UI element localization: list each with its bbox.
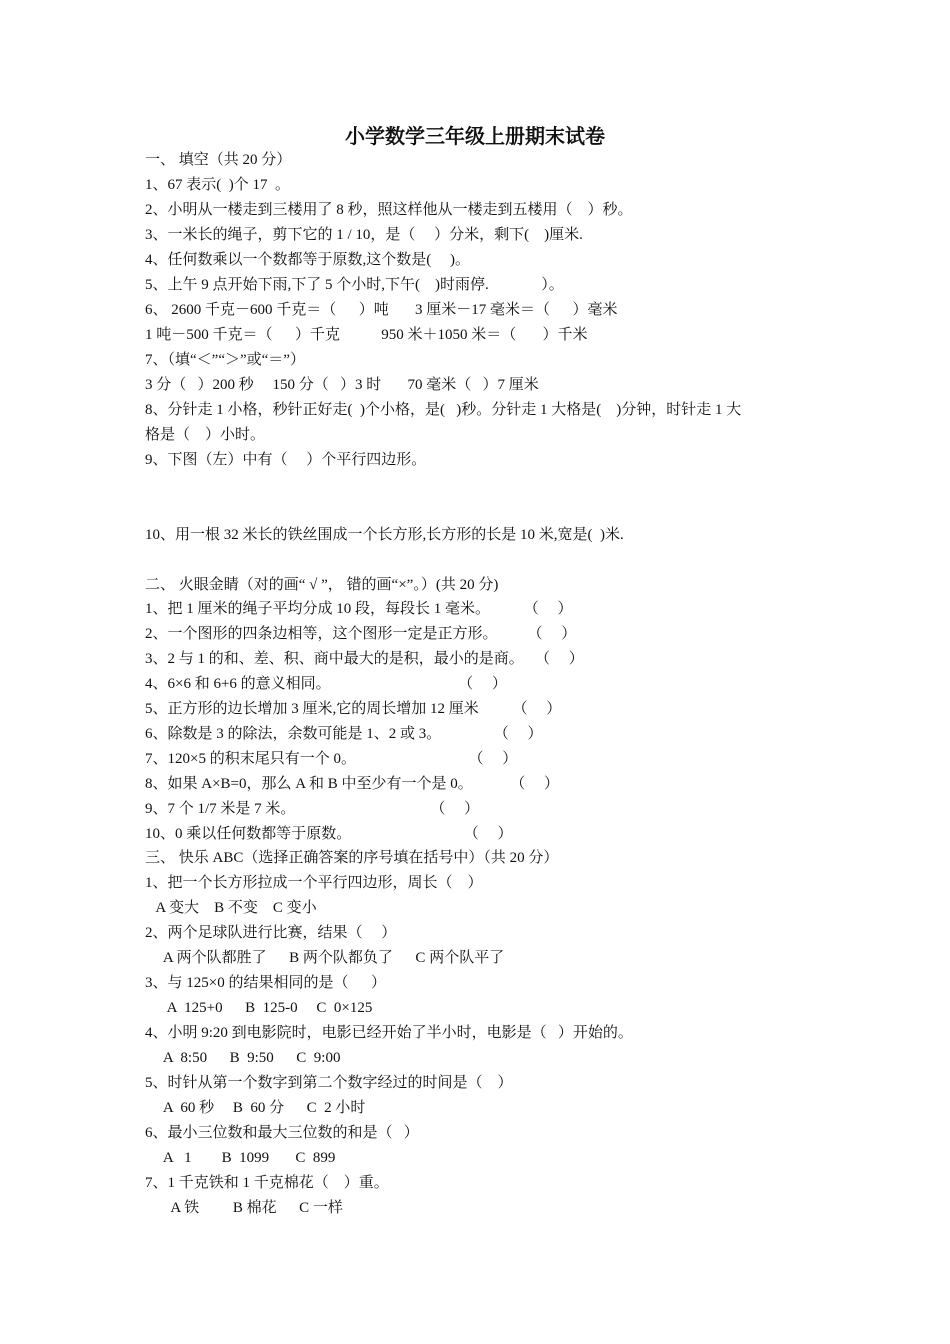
question-line: 3、与 125×0 的结果相同的是（ ） — [145, 975, 386, 991]
choice-line: A 125+0 B 125-0 C 0×125 — [145, 1000, 373, 1016]
page-title: 小学数学三年级上册期末试卷 — [345, 126, 605, 148]
question-line: 1、把 1 厘米的绳子平均分成 10 段，每段长 1 毫米。 （ ） — [145, 601, 573, 617]
section-2-heading: 二、 火眼金睛（对的画“ √ ”， 错的画“×”。）(共 20 分) — [145, 577, 499, 593]
question-line: 9、7 个 1/7 米是 7 米。 （ ） — [145, 801, 480, 817]
section-1-heading: 一、 填空（共 20 分） — [145, 152, 292, 168]
question-line: 3 分（ ）200 秒 150 分（ ）3 时 70 毫米（ ）7 厘米 — [145, 377, 539, 393]
question-line: 7、120×5 的积末尾只有一个 0。 （ ） — [145, 751, 518, 767]
question-line: 10、0 乘以任何数都等于原数。 （ ） — [145, 826, 513, 842]
question-line: 2、两个足球队进行比赛，结果（ ） — [145, 925, 397, 941]
question-line: 3、一米长的绳子，剪下它的 1 / 10，是（ ）分米，剩下( )厘米. — [145, 227, 583, 243]
choice-line: A 变大 B 不变 C 变小 — [145, 900, 317, 916]
question-line: 10、用一根 32 米长的铁丝围成一个长方形,长方形的长是 10 米,宽是( )米. — [145, 527, 624, 543]
choice-line: A 8:50 B 9:50 C 9:00 — [145, 1050, 341, 1066]
question-line: 8、如果 A×B=0，那么 A 和 B 中至少有一个是 0。 （ ） — [145, 776, 560, 792]
question-line: 5、时针从第一个数字到第二个数字经过的时间是（ ） — [145, 1075, 513, 1091]
question-line: 8、分针走 1 小格，秒针正好走( )个小格，是( )秒。分针走 1 大格是( )分钟，时针走 1 大 — [145, 402, 742, 418]
choice-line: A 1 B 1099 C 899 — [145, 1150, 336, 1166]
question-line: 4、小明 9:20 到电影院时，电影已经开始了半小时，电影是（ ）开始的。 — [145, 1025, 633, 1041]
question-line: 2、一个图形的四条边相等，这个图形一定是正方形。 （ ） — [145, 626, 577, 642]
choice-line: A 60 秒 B 60 分 C 2 小时 — [145, 1100, 366, 1116]
question-line: 6、最小三位数和最大三位数的和是（ ） — [145, 1125, 419, 1141]
question-line: 2、小明从一楼走到三楼用了 8 秒，照这样他从一楼走到五楼用（ ）秒。 — [145, 202, 633, 218]
question-line: 9、下图（左）中有（ ）个平行四边形。 — [145, 452, 427, 468]
question-line: 1 吨－500 千克＝（ ）千克 950 米＋1050 米＝（ ）千米 — [145, 327, 588, 343]
question-line: 7、1 千克铁和 1 千克棉花（ ）重。 — [145, 1175, 389, 1191]
question-line: 6、除数是 3 的除法，余数可能是 1、2 或 3。 （ ） — [145, 726, 543, 742]
question-line: 4、6×6 和 6+6 的意义相同。 （ ） — [145, 676, 507, 692]
question-line: 4、任何数乘以一个数都等于原数,这个数是( )。 — [145, 252, 470, 268]
question-line: 格是（ ）小时。 — [145, 427, 266, 443]
question-line: 5、正方形的边长增加 3 厘米,它的周长增加 12 厘米 （ ） — [145, 701, 562, 717]
question-line: 1、67 表示( )个 17 。 — [145, 177, 290, 193]
question-line: 1、把一个长方形拉成一个平行四边形，周长（ ） — [145, 875, 483, 891]
choice-line: A 两个队都胜了 B 两个队都负了 C 两个队平了 — [145, 950, 505, 966]
section-3-heading: 三、 快乐 ABC（选择正确答案的序号填在括号中）（共 20 分） — [145, 850, 559, 866]
question-line: 7、（填“＜”“＞”或“＝”） — [145, 352, 305, 368]
question-line: 5、上午 9 点开始下雨,下了 5 个小时,下午( )时雨停. ）。 — [145, 277, 564, 293]
question-line: 6、 2600 千克－600 千克＝（ ）吨 3 厘米－17 毫米＝（ ）毫米 — [145, 302, 618, 318]
choice-line: A 铁 B 棉花 C 一样 — [145, 1200, 343, 1216]
question-line: 3、2 与 1 的和、差、积、商中最大的是积，最小的是商。 （ ） — [145, 651, 584, 667]
